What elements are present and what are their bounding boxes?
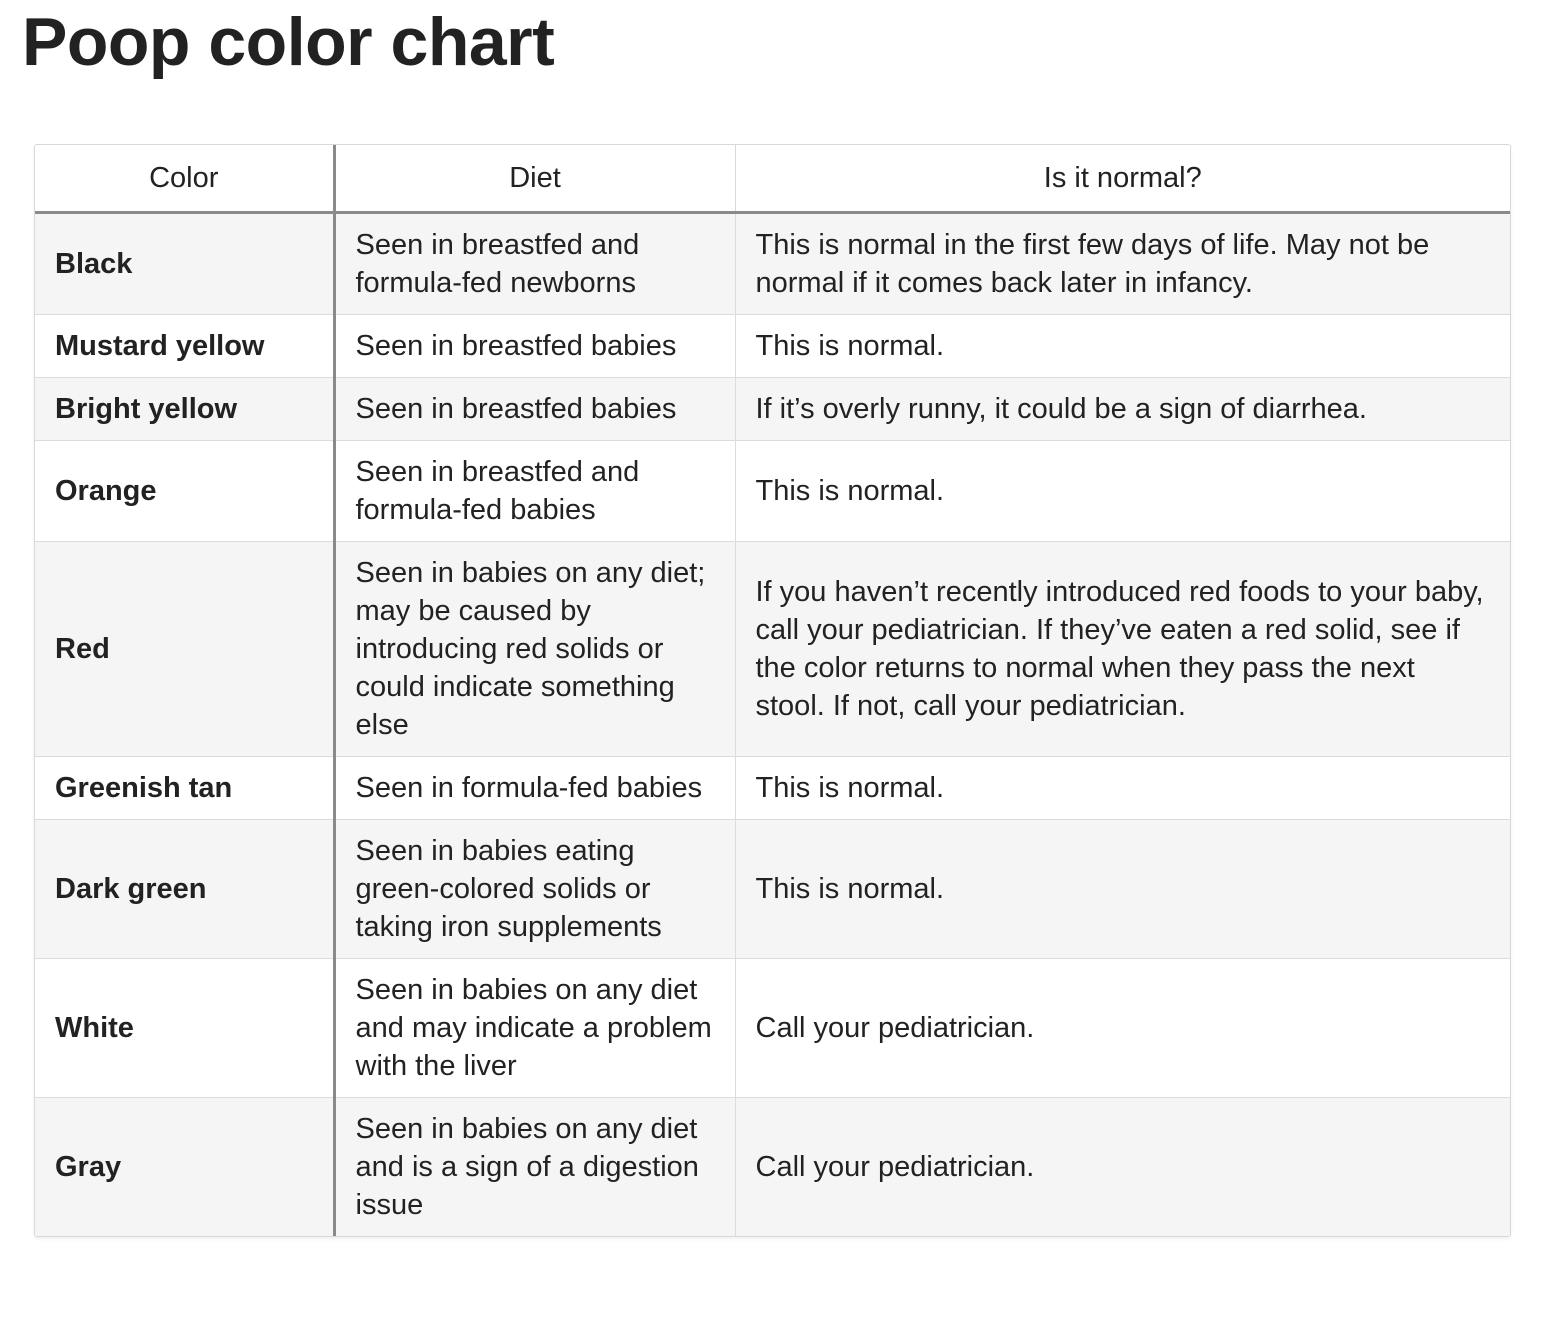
- color-cell: White: [35, 959, 334, 1098]
- table-row: [35, 959, 1510, 1098]
- normal-cell: This is normal.: [735, 820, 1510, 959]
- diet-cell: Seen in babies eating green-colored solids or taking iron supplements: [334, 820, 735, 959]
- table-row: [35, 441, 1510, 542]
- normal-cell: Call your pediatrician.: [735, 959, 1510, 1098]
- table-row: [35, 757, 1510, 820]
- table-row: [35, 315, 1510, 378]
- color-cell: Orange: [35, 441, 334, 542]
- diet-cell: Seen in breastfed and formula-fed babies: [334, 441, 735, 542]
- diet-cell: Seen in breastfed babies: [334, 378, 735, 441]
- color-cell: Mustard yellow: [35, 315, 334, 378]
- page-title: Poop color chart: [22, 4, 555, 80]
- table-row: [35, 213, 1510, 315]
- normal-cell: If it’s overly runny, it could be a sign of diarrhea.: [735, 378, 1510, 441]
- table-row: [35, 542, 1510, 757]
- table-row: [35, 820, 1510, 959]
- table-row: [35, 1098, 1510, 1237]
- diet-cell: Seen in babies on any diet and may indicate a problem with the liver: [334, 959, 735, 1098]
- normal-cell: This is normal.: [735, 757, 1510, 820]
- diet-cell: Seen in babies on any diet; may be caused by introducing red solids or could indicate something else: [334, 542, 735, 757]
- diet-cell: Seen in breastfed and formula-fed newborns: [334, 213, 735, 315]
- table-header-row: [35, 145, 1510, 213]
- color-cell: Bright yellow: [35, 378, 334, 441]
- color-cell: Red: [35, 542, 334, 757]
- table-row: [35, 378, 1510, 441]
- normal-cell: This is normal in the first few days of life. May not be normal if it comes back later in infancy.: [735, 213, 1510, 315]
- column-header-diet: Diet: [334, 145, 735, 213]
- diet-cell: Seen in formula-fed babies: [334, 757, 735, 820]
- normal-cell: Call your pediatrician.: [735, 1098, 1510, 1237]
- diet-cell: Seen in babies on any diet and is a sign of a digestion issue: [334, 1098, 735, 1237]
- poop-color-table: [34, 144, 1511, 1237]
- color-cell: Black: [35, 213, 334, 315]
- normal-cell: This is normal.: [735, 315, 1510, 378]
- normal-cell: This is normal.: [735, 441, 1510, 542]
- column-header-normal: Is it normal?: [735, 145, 1510, 213]
- color-cell: Gray: [35, 1098, 334, 1237]
- column-header-color: Color: [35, 145, 334, 213]
- normal-cell: If you haven’t recently introduced red foods to your baby, call your pediatrician. If they’ve eaten a red solid, see if the color returns to normal when they pass the next stool. If not, call your pediatrician.: [735, 542, 1510, 757]
- diet-cell: Seen in breastfed babies: [334, 315, 735, 378]
- color-cell: Greenish tan: [35, 757, 334, 820]
- color-cell: Dark green: [35, 820, 334, 959]
